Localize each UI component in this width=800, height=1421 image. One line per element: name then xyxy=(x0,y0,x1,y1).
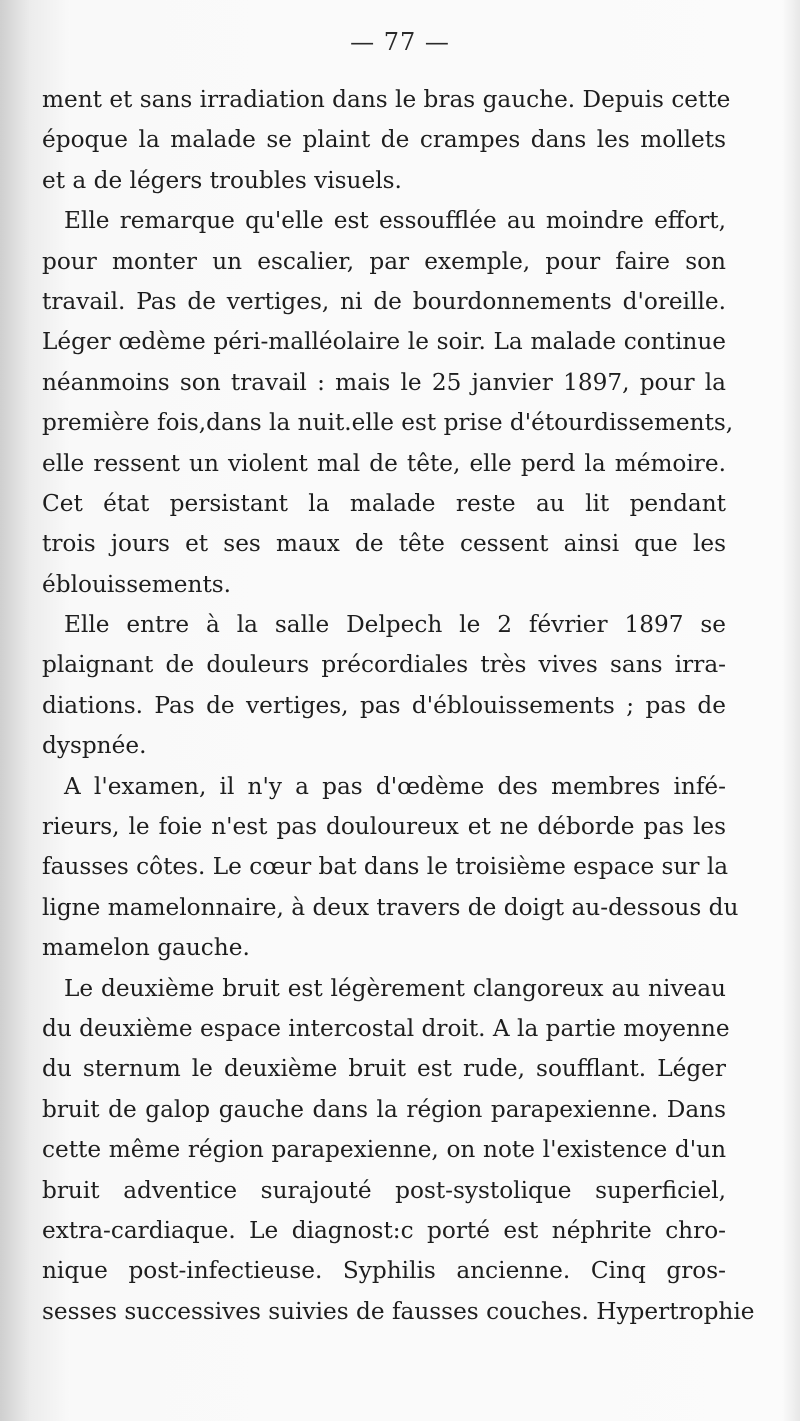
text-line: néanmoins son travail : mais le 25 janvier 1897, pour la xyxy=(42,368,726,396)
text-line: époque la malade se plaint de crampes dans les mollets xyxy=(42,126,726,154)
text-line: fausses côtes. Le cœur bat dans le troisième espace sur la xyxy=(42,853,729,881)
page-edge-shadow xyxy=(782,0,800,1421)
body-text xyxy=(42,80,755,1332)
text-line: A l'examen, il n'y a pas d'œdème des membres infé- xyxy=(64,772,726,800)
text-line: diations. Pas de vertiges, pas d'éblouissements ; pas de xyxy=(42,691,726,719)
text-line: mamelon gauche. xyxy=(42,934,250,962)
text-line: ment et sans irradiation dans le bras gauche. Depuis cette xyxy=(42,86,731,113)
text-line: cette même région parapexienne, on note l'existence d'un xyxy=(42,1136,726,1164)
text-line: rieurs, le foie n'est pas douloureux et ne déborde pas les xyxy=(42,813,726,841)
text-line: pour monter un escalier, par exemple, pour faire son xyxy=(42,247,726,275)
text-line: du sternum le deuxième bruit est rude, soufflant. Léger xyxy=(42,1055,726,1083)
text-line: travail. Pas de vertiges, ni de bourdonnements d'oreille. xyxy=(42,287,726,315)
text-line: éblouissements. xyxy=(42,570,232,598)
text-line: Elle entre à la salle Delpech le 2 février 1897 se xyxy=(64,611,726,639)
page-number: — 77 — xyxy=(350,28,450,56)
text-line: trois jours et ses maux de tête cessent ainsi que les xyxy=(42,530,726,558)
text-line: Cet état persistant la malade reste au lit pendant xyxy=(42,489,726,517)
text-line: bruit de galop gauche dans la région parapexienne. Dans xyxy=(42,1095,726,1123)
text-line: sesses successives suivies de fausses couches. Hypertrophie xyxy=(42,1297,755,1325)
text-line: ligne mamelonnaire, à deux travers de doigt au-dessous du xyxy=(42,893,739,921)
text-line: extra-cardiaque. Le diagnost:c porté est néphrite chro- xyxy=(42,1216,726,1244)
text-line: Léger œdème péri-malléolaire le soir. La malade continue xyxy=(42,328,726,356)
text-line: Le deuxième bruit est légèrement clangoreux au niveau xyxy=(64,974,726,1002)
text-line: elle ressent un violent mal de tête, elle perd la mémoire. xyxy=(42,449,726,477)
text-line: bruit adventice surajouté post-systolique superficiel, xyxy=(42,1176,726,1204)
text-line: Elle remarque qu'elle est essoufflée au moindre effort, xyxy=(64,207,726,235)
text-line: et a de légers troubles visuels. xyxy=(42,166,402,194)
text-line: du deuxième espace intercostal droit. A la partie moyenne xyxy=(42,1014,730,1042)
text-line: nique post-infectieuse. Syphilis ancienne. Cinq gros- xyxy=(42,1257,726,1285)
text-line: première fois,dans la nuit.elle est prise d'étourdissements, xyxy=(42,409,734,437)
text-line: plaignant de douleurs précordiales très vives sans irra- xyxy=(42,651,726,679)
text-line: dyspnée. xyxy=(42,732,147,760)
